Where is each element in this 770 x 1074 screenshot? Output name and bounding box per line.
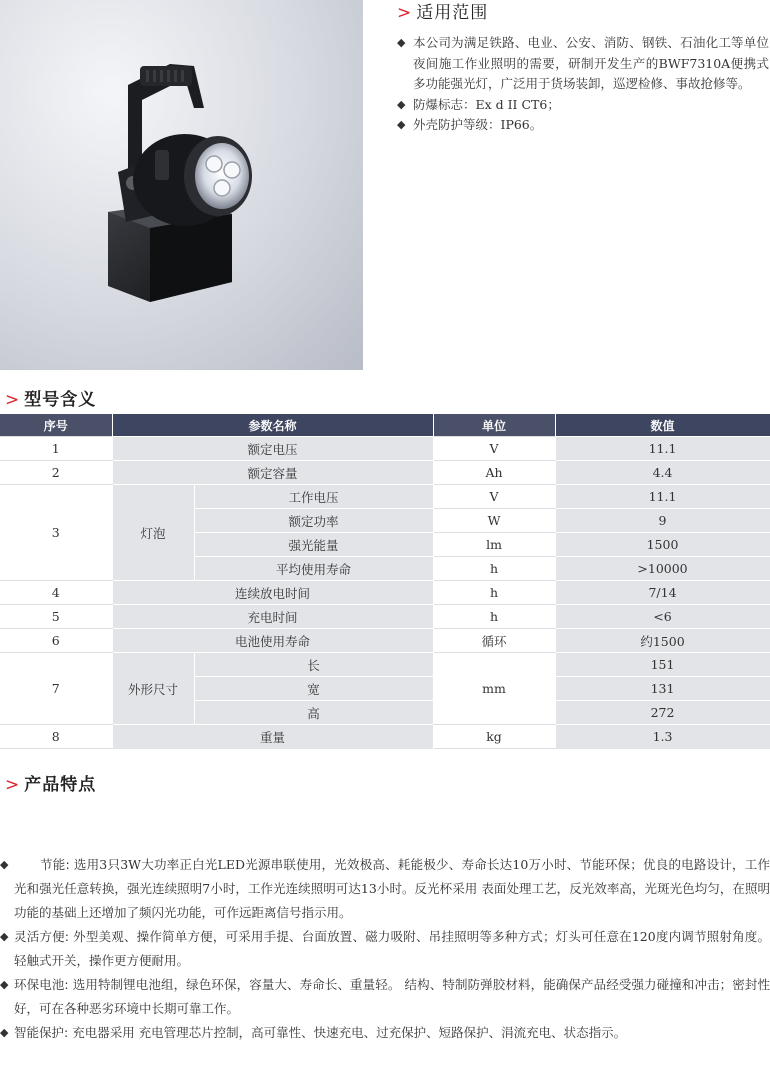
feature-text: 选用特制锂电池组，绿色环保，容量大、寿命长、重量轻。 结构、特制防弹胶材料，能确保产品经受强力碰撞和冲击；密封性好，可在各种恶劣环境中长期可靠工作。 bbox=[14, 977, 770, 1016]
bullet-diamond-icon: ◆ bbox=[397, 36, 406, 49]
table-row bbox=[0, 605, 770, 629]
feature-text: 充电器采用 充电管理芯片控制，高可靠性、快速充电、过充保护、短路保护、涓流充电、状态指示。 bbox=[72, 1025, 627, 1040]
cell-no: 4 bbox=[0, 581, 112, 605]
header-no: 序号 bbox=[0, 414, 112, 437]
model-title-text: 型号含义 bbox=[24, 390, 97, 410]
bullet-diamond-icon: ◆ bbox=[397, 97, 406, 111]
cell-value: 11.1 bbox=[555, 437, 770, 461]
section-arrow-icon: > bbox=[5, 390, 21, 410]
cell-name: 强光能量 bbox=[194, 533, 433, 557]
cell-no: 3 bbox=[0, 485, 112, 581]
scope-item bbox=[397, 33, 769, 95]
feature-item bbox=[0, 1021, 770, 1045]
cell-value: 9 bbox=[555, 509, 770, 533]
table-row bbox=[0, 653, 770, 677]
bullet-diamond-icon: ◆ bbox=[0, 930, 9, 943]
cell-name: 电池使用寿命 bbox=[112, 629, 433, 653]
cell-group: 灯泡 bbox=[112, 485, 194, 581]
scope-item-text: 外壳防护等级：IP66。 bbox=[413, 117, 543, 132]
cell-name: 长 bbox=[194, 653, 433, 677]
cell-name: 额定功率 bbox=[194, 509, 433, 533]
table-header-row bbox=[0, 414, 770, 437]
cell-value: 11.1 bbox=[555, 485, 770, 509]
cell-name: 额定容量 bbox=[112, 461, 433, 485]
cell-value: 1.3 bbox=[555, 725, 770, 749]
scope-item bbox=[397, 95, 769, 116]
cell-no: 7 bbox=[0, 653, 112, 725]
section-arrow-icon: > bbox=[5, 775, 21, 795]
product-photo bbox=[0, 0, 363, 370]
cell-name: 重量 bbox=[112, 725, 433, 749]
cell-no: 6 bbox=[0, 629, 112, 653]
header-param: 参数名称 bbox=[112, 414, 433, 437]
feature-text: 外型美观、操作简单方便，可采用手提、台面放置、磁力吸附、吊挂照明等多种方式；灯头可任意在120度内调节照射角度。轻触式开关，操作更方便耐用。 bbox=[14, 929, 770, 968]
cell-unit: mm bbox=[433, 653, 555, 725]
table-row bbox=[0, 581, 770, 605]
cell-unit: h bbox=[433, 605, 555, 629]
cell-name: 工作电压 bbox=[194, 485, 433, 509]
scope-title bbox=[397, 0, 488, 23]
table-row bbox=[0, 485, 770, 509]
cell-value: 约1500 bbox=[555, 629, 770, 653]
table-row bbox=[0, 461, 770, 485]
cell-no: 2 bbox=[0, 461, 112, 485]
cell-no: 8 bbox=[0, 725, 112, 749]
cell-unit: kg bbox=[433, 725, 555, 749]
features-title bbox=[5, 770, 96, 795]
cell-name: 宽 bbox=[194, 677, 433, 701]
cell-unit: W bbox=[433, 509, 555, 533]
cell-unit: V bbox=[433, 437, 555, 461]
cell-value: >10000 bbox=[555, 557, 770, 581]
feature-key: 智能保护: bbox=[14, 1025, 69, 1040]
feature-key: 环保电池: bbox=[14, 977, 69, 992]
features-list bbox=[0, 853, 770, 1045]
cell-value: 131 bbox=[555, 677, 770, 701]
cell-value: 4.4 bbox=[555, 461, 770, 485]
scope-title-text: 适用范围 bbox=[416, 3, 489, 23]
section-arrow-icon: > bbox=[397, 3, 413, 23]
cell-name: 额定电压 bbox=[112, 437, 433, 461]
header-value: 数值 bbox=[555, 414, 770, 437]
feature-item bbox=[0, 853, 770, 925]
cell-unit: 循环 bbox=[433, 629, 555, 653]
feature-key: 节能: bbox=[40, 857, 70, 872]
scope-item bbox=[397, 115, 769, 136]
bullet-diamond-icon: ◆ bbox=[0, 978, 9, 991]
table-row bbox=[0, 725, 770, 749]
parameter-table bbox=[0, 414, 770, 749]
scope-list bbox=[397, 33, 769, 136]
features-title-text: 产品特点 bbox=[24, 775, 97, 795]
cell-unit: Ah bbox=[433, 461, 555, 485]
cell-name: 高 bbox=[194, 701, 433, 725]
feature-item bbox=[0, 925, 770, 973]
cell-name: 连续放电时间 bbox=[112, 581, 433, 605]
scope-item-text: 本公司为满足铁路、电业、公安、消防、钢铁、石油化工等单位夜间施工作业照明的需要，研制开发生产的BWF7310A便携式多功能强光灯，广泛用于货场装卸，巡逻检修、事故抢修等。 bbox=[413, 35, 769, 91]
bullet-diamond-icon: ◆ bbox=[0, 858, 9, 871]
feature-key: 灵活方便: bbox=[14, 929, 69, 944]
model-title bbox=[5, 385, 96, 410]
feature-text: 选用3只3W大功率正白光LED光源串联使用，光效极高、耗能极少、寿命长达10万小时、节能环保；优良的电路设计，工作光和强光任意转换，强光连续照明7小时，工作光连续照明可达13小时。反光杯采用 表面处理工艺，反光效率高，光斑光色均匀，在照明功能的基础上还增加了频闪光功能，可作远距离信号指示用。 bbox=[14, 857, 770, 920]
cell-no: 1 bbox=[0, 437, 112, 461]
scope-item-text: 防爆标志：Ex d II CT6； bbox=[413, 96, 560, 112]
cell-unit: V bbox=[433, 485, 555, 509]
cell-group: 外形尺寸 bbox=[112, 653, 194, 725]
cell-value: 272 bbox=[555, 701, 770, 725]
table-row bbox=[0, 437, 770, 461]
bullet-diamond-icon: ◆ bbox=[0, 1026, 9, 1039]
cell-name: 平均使用寿命 bbox=[194, 557, 433, 581]
bullet-diamond-icon: ◆ bbox=[397, 118, 406, 131]
cell-unit: h bbox=[433, 581, 555, 605]
cell-value: <6 bbox=[555, 605, 770, 629]
cell-value: 151 bbox=[555, 653, 770, 677]
cell-value: 7/14 bbox=[555, 581, 770, 605]
cell-name: 充电时间 bbox=[112, 605, 433, 629]
cell-unit: h bbox=[433, 557, 555, 581]
feature-item bbox=[0, 973, 770, 1021]
cell-no: 5 bbox=[0, 605, 112, 629]
table-row bbox=[0, 629, 770, 653]
portable-searchlight-image bbox=[0, 0, 363, 370]
header-unit: 单位 bbox=[433, 414, 555, 437]
cell-unit: lm bbox=[433, 533, 555, 557]
cell-value: 1500 bbox=[555, 533, 770, 557]
